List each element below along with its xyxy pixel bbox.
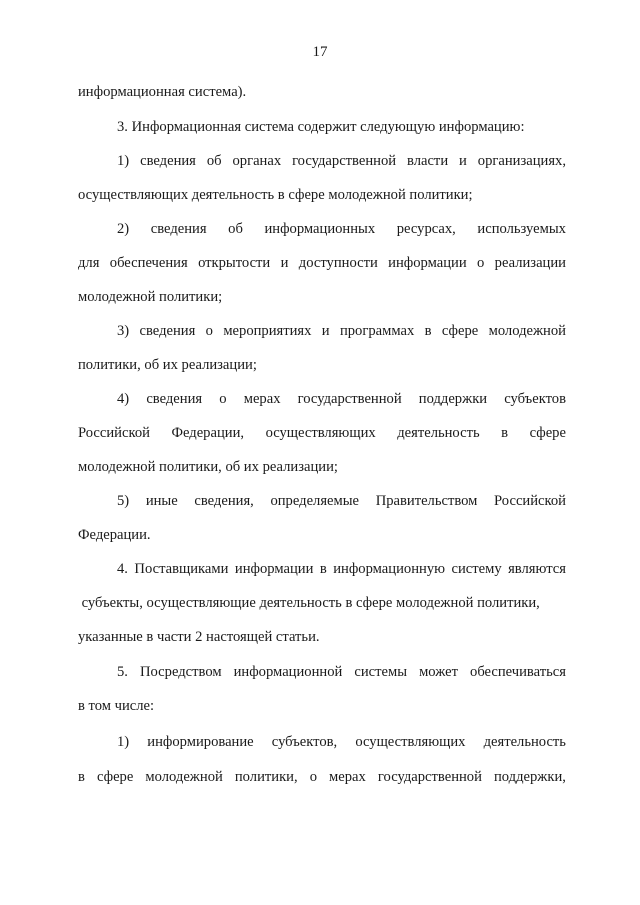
list-item-4-line-3: молодежной политики, об их реализации; (78, 459, 338, 475)
word: 1) (117, 153, 130, 169)
word: государственной (297, 391, 402, 407)
paragraph-3-heading: 3. Информационная система содержит следующую информацию: (117, 119, 525, 135)
word: Российской (78, 425, 150, 441)
paragraph-5-line-1 (117, 663, 566, 681)
word: открытости (198, 255, 271, 271)
word: Поставщиками (134, 561, 229, 577)
word: власти (407, 153, 449, 169)
word: ресурсах, (396, 221, 456, 237)
list-item-2-line-3: молодежной политики; (78, 289, 223, 305)
word: информационную (333, 561, 446, 577)
list-item-2-line-1 (117, 220, 566, 238)
text-line: информационная система). (78, 84, 247, 100)
word: поддержки, (493, 769, 566, 785)
word: иные (145, 493, 178, 509)
word: Посредством (139, 664, 222, 680)
word: систему (451, 561, 502, 577)
word: информационных (264, 221, 376, 237)
word: деятельность (483, 734, 566, 750)
word: молодежной (488, 323, 566, 339)
word: о (219, 391, 227, 407)
word: деятельность (397, 425, 480, 441)
word: информационной (233, 664, 343, 680)
word: 4. (117, 561, 128, 577)
word: являются (508, 561, 566, 577)
word: обеспечиваться (470, 664, 566, 680)
sub-item-1-line-1 (117, 733, 566, 751)
word: сведения (139, 323, 196, 339)
word: 5) (117, 493, 130, 509)
word: может (419, 664, 458, 680)
word: для (78, 255, 100, 271)
list-item-1-line-2: осуществляющих деятельность в сфере молодежной политики; (78, 187, 473, 203)
word: политики, (234, 769, 298, 785)
word: информации (388, 255, 467, 271)
word: мероприятиях (223, 323, 312, 339)
word: в (501, 425, 509, 441)
word: сфере (441, 323, 479, 339)
word: государственной (292, 153, 397, 169)
list-item-4-line-2 (78, 424, 566, 442)
word: мерах (329, 769, 366, 785)
word: организациях, (477, 153, 566, 169)
word: молодежной (145, 769, 223, 785)
list-item-4-line-1 (117, 390, 566, 408)
list-item-5-line-1 (117, 492, 566, 510)
word: 4) (117, 391, 130, 407)
word: о (309, 769, 317, 785)
word: Правительством (375, 493, 478, 509)
word: в (319, 561, 327, 577)
list-item-2-line-2 (78, 254, 566, 272)
word: мерах (243, 391, 281, 407)
word: 5. (117, 664, 128, 680)
list-item-5-line-2: Федерации. (78, 527, 151, 543)
word: информирование (147, 734, 254, 750)
word: государственной (377, 769, 482, 785)
word: используемых (477, 221, 566, 237)
word: осуществляющих (265, 425, 376, 441)
list-item-3-line-2: политики, об их реализации; (78, 357, 257, 373)
word: о (477, 255, 485, 271)
word: сведения (140, 153, 196, 169)
word: органах (232, 153, 282, 169)
sub-item-1-line-2 (78, 768, 566, 786)
word: субъектов, (271, 734, 338, 750)
word: 1) (117, 734, 130, 750)
word: субъектов (504, 391, 566, 407)
word: и (321, 323, 330, 339)
word: Федерации, (171, 425, 245, 441)
list-item-3-line-1 (117, 322, 566, 340)
paragraph-4-line-3: указанные в части 2 настоящей статьи. (78, 629, 320, 645)
word: определяемые (270, 493, 360, 509)
word: доступности (298, 255, 378, 271)
word: сведения (146, 391, 203, 407)
paragraph-5-line-2: в том числе: (78, 698, 155, 714)
word: сведения (150, 221, 207, 237)
word: в (424, 323, 432, 339)
word: реализации (494, 255, 566, 271)
list-item-1-line-1 (117, 152, 566, 170)
word: в (78, 769, 85, 785)
word: 2) (117, 221, 130, 237)
word: и (280, 255, 289, 271)
word: сфере (529, 425, 566, 441)
word: программах (339, 323, 415, 339)
word: Российской (494, 493, 566, 509)
word: и (459, 153, 467, 169)
word: о (205, 323, 213, 339)
word: об (206, 153, 222, 169)
word: об (228, 221, 243, 237)
word: обеспечения (109, 255, 188, 271)
word: системы (354, 664, 408, 680)
word: 3) (117, 323, 130, 339)
page-number: 17 (312, 44, 328, 60)
word: осуществляющих (355, 734, 466, 750)
word: сфере (96, 769, 134, 785)
word: поддержки (418, 391, 488, 407)
word: сведения, (194, 493, 254, 509)
paragraph-4-line-1 (117, 560, 566, 578)
paragraph-4-line-2: субъекты, осуществляющие деятельность в сфере молодежной политики, (78, 595, 540, 611)
word: информации (234, 561, 314, 577)
